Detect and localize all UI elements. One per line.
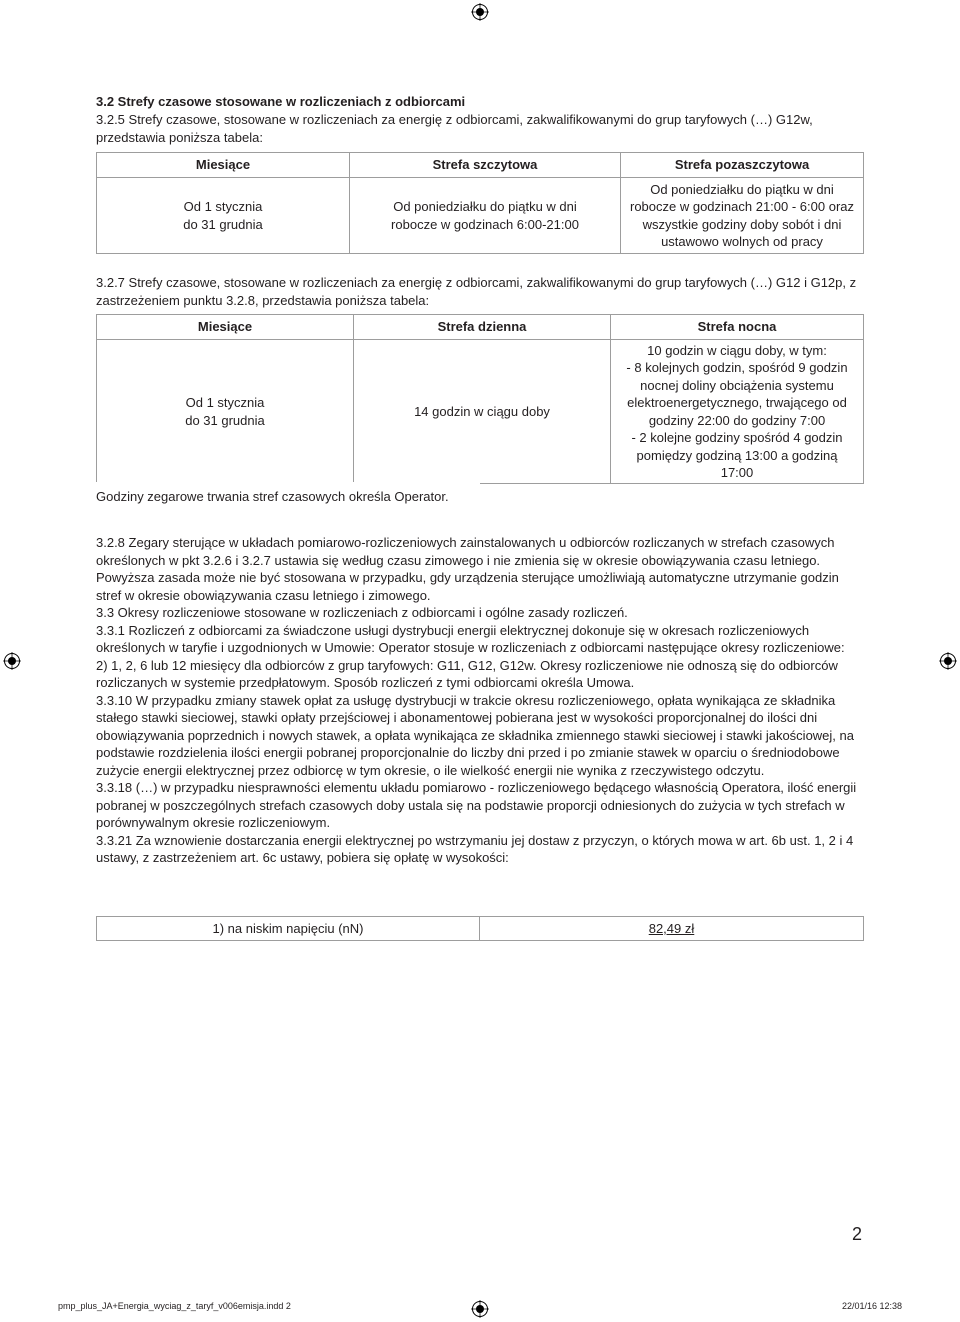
page-number: 2 <box>852 1224 863 1244</box>
paragraph-3-2-7: 3.2.7 Strefy czasowe, stosowane w rozliczeniach za energię z odbiorcami, zakwalifikowanymi do grup taryfowych (…) G12 i G12p, z zastrzeżeniem punktu 3.2.8, przedstawia poniższa tabela: <box>96 275 857 308</box>
paragraph-3-3-18: 3.3.18 (…) w przypadku niesprawności elementu układu pomiarowo - rozliczeniowego będącego własnością Operatora, ilość energii pobranej w poszczególnych strefach czasowych doby ustala się na podstawie proporcji odniesionych do zużycia w tych strefach w porównywalnym okresie rozliczeniowym. <box>96 780 857 830</box>
tariff-zones-table-g12 <box>96 314 864 484</box>
section-heading: 3.2 Strefy czasowe stosowane w rozliczeniach z odbiorcami <box>96 94 466 109</box>
registration-mark-icon <box>3 652 21 670</box>
paragraph-3-3-10: 3.3.10 W przypadku zmiany stawek opłat za usługę dystrybucji w trakcie okresu rozliczeniowego, opłata wynikająca ze składnika stałego stawki sieciowej, stawki opłaty przejściowej i abonamentowej pobierana jest w wysokości proporcjonalnej do ilości dni obowiązywania poprzednich i nowych stawek, a opłata wynikająca ze składnika zmiennego stawki sieciowej i stawki jakościowej, na podstawie rozdzielenia ilości energii pobranej proporcjonalnie do liczby dni przed i po zmianie stawek w oparciu o średniodobowe zużycie energii elektrycznej przez odbiorcę w tym okresie, o ile wielkość energii nie wynika z rzeczywistego odczytu. <box>96 692 854 778</box>
paragraph-3-2-8: 3.2.8 Zegary sterujące w układach pomiarowo-rozliczeniowych zainstalowanych u odbiorców rozliczanych w strefach czasowych określonych w pkt 3.2.6 i 3.2.7 ustawia się według czasu zimowego i nie zmienia się w okresie obowiązywania czasu letniego. Powyższa zasada może nie być stosowana w przypadku, gdy urządzenia sterujące umożliwiają automatyczne utrzymanie godzin stref w okresie obowiązywania czasu letniego i zimowego. <box>96 535 839 603</box>
paragraph-3-3: 3.3 Okresy rozliczeniowe stosowane w rozliczeniach z odbiorcami i ogólne zasady rozliczeń. <box>96 605 628 620</box>
footer-filename: pmp_plus_JA+Energia_wyciag_z_taryf_v006emisja.indd 2 <box>58 1301 291 1311</box>
column-header-day-zone: Strefa dzienna <box>354 315 611 340</box>
fee-value: 82,49 zł <box>480 917 864 941</box>
column-header-months: Miesiące <box>97 153 350 178</box>
paragraph-3-3-1: 3.3.1 Rozliczeń z odbiorcami za świadczone usługi dystrybucji energii elektrycznej dokonuje się w okresach rozliczeniowych określonych w taryfie i uzgodnionych w Umowie: Operator stosuje w rozliczeniach z odbiorcami następujące okresy rozliczeniowe: <box>96 622 845 655</box>
table-row <box>97 340 864 484</box>
column-header-offpeak-zone: Strefa pozaszczytowa <box>621 153 864 178</box>
operator-note: Godziny zegarowe trwania stref czasowych określa Operator. <box>96 489 449 504</box>
registration-mark-icon <box>471 1300 489 1318</box>
footer-date: 22/01/16 12:38 <box>842 1301 903 1311</box>
column-header-peak-zone: Strefa szczytowa <box>350 153 621 178</box>
fee-label: 1) na niskim napięciu (nN) <box>97 917 480 941</box>
fee-table <box>96 916 864 941</box>
table-row <box>97 917 864 941</box>
table-cell-months: Od 1 stycznia do 31 grudnia <box>97 340 354 484</box>
column-header-night-zone: Strefa nocna <box>611 315 864 340</box>
table-cell-night: 10 godzin w ciągu doby, w tym: - 8 kolejnych godzin, spośród 9 godzin nocnej doliny obciążenia systemu elektroenergetycznego, trwającego od godziny 22:00 do godziny 7:00 - 2 kolejne godziny spośród 4 godzin pomiędzy godziną 13:00 a godziną 17:00 <box>611 340 864 484</box>
paragraph-3-3-21: 3.3.21 Za wznowienie dostarczania energii elektrycznej po wstrzymaniu jej dostaw z przyczyn, o których mowa w art. 6b ust. 1, 2 i 4 ustawy, z zastrzeżeniem art. 6c ustawy, pobiera się opłatę w wysokości: <box>96 832 854 865</box>
table-cell-offpeak: Od poniedziałku do piątku w dni robocze w godzinach 21:00 - 6:00 oraz wszystkie godziny doby sobót i dni ustawowo wolnych od pracy <box>621 178 864 254</box>
table-cell-peak: Od poniedziałku do piątku w dni robocze w godzinach 6:00-21:00 <box>350 178 621 254</box>
registration-mark-icon <box>939 652 957 670</box>
body-text <box>96 534 866 867</box>
paragraph-item-2: 2) 1, 2, 6 lub 12 miesięcy dla odbiorców z grup taryfowych: G11, G12, G12w. Okresy rozliczeniowe nie odnoszą się do odbiorców rozliczanych w systemie przedpłatowym. Sposób rozliczeń z tymi odbiorcami określa Umowa. <box>96 657 838 690</box>
column-header-months: Miesiące <box>97 315 354 340</box>
table-row <box>97 178 864 254</box>
table-cell-day: 14 godzin w ciągu doby <box>354 340 611 484</box>
registration-mark-icon <box>471 3 489 21</box>
tariff-zones-table-g12w <box>96 152 864 254</box>
paragraph-3-2-5: 3.2.5 Strefy czasowe, stosowane w rozliczeniach za energię z odbiorcami, zakwalifikowanymi do grup taryfowych (…) G12w, przedstawia poniższa tabela: <box>96 112 813 145</box>
table-cell-months: Od 1 stycznia do 31 grudnia <box>97 178 350 254</box>
